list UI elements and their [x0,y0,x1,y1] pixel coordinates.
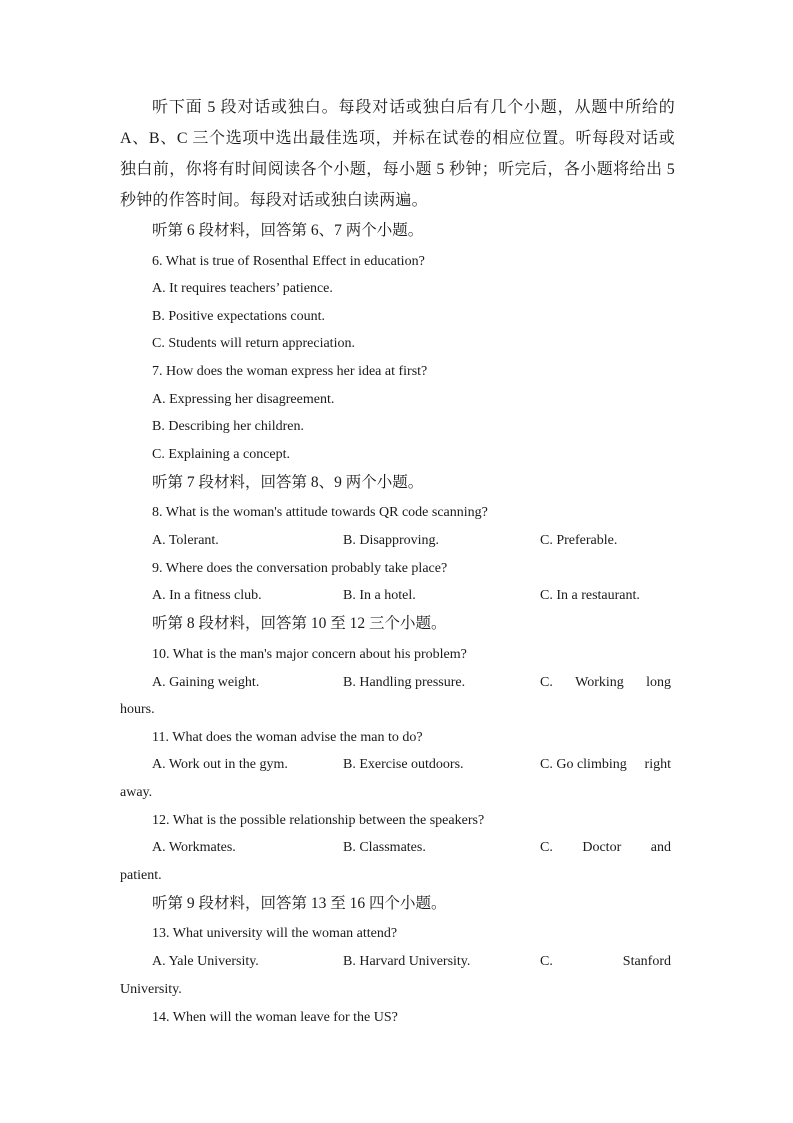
option-c-word: long [646,675,671,690]
question-10-stem: 10. What is the man's major concern about his problem? [152,647,467,662]
option-c-label: C. [540,840,553,855]
question-12-option-c [540,839,671,857]
question-9-option-c: C. In a restaurant. [540,588,640,603]
question-7-stem: 7. How does the woman express her idea at first? [152,364,428,379]
option-c-label: C. [540,954,553,969]
question-13-option-b: B. Harvard University. [343,954,471,969]
question-9-option-b: B. In a hotel. [343,588,416,603]
question-10-option-a: A. Gaining weight. [152,675,260,690]
question-6-option-b: B. Positive expectations count. [152,309,326,324]
option-c-word: right [644,757,671,772]
question-7-option-a: A. Expressing her disagreement. [152,392,335,407]
section-heading-9: 听第 9 段材料，回答第 13 至 16 四个小题。 [152,895,447,912]
question-11-option-c-continuation: away. [120,785,153,800]
question-8-option-a: A. Tolerant. [152,533,219,548]
question-6-option-c: C. Students will return appreciation. [152,336,355,351]
option-c-word: and [650,840,671,855]
section-heading-8: 听第 8 段材料，回答第 10 至 12 三个小题。 [152,615,447,632]
option-c-word: Stanford [622,954,671,969]
question-11-option-b: B. Exercise outdoors. [343,757,464,772]
question-6-option-a: A. It requires teachers’ patience. [152,281,333,296]
question-13-option-a: A. Yale University. [152,954,259,969]
question-9-stem: 9. Where does the conversation probably take place? [152,561,448,576]
question-12-stem: 12. What is the possible relationship between the speakers? [152,813,485,828]
listening-instructions: 听下面 5 段对话或独白。每段对话或独白后有几个小题，从题中所给的 A、B、C 三个选项中选出最佳选项，并标在试卷的相应位置。听每段对话或独白前，你将有时间阅读各个小题，每小题 5 秒钟；听完后，各小题将给出 5 秒钟的作答时间。每段对话或独白读两遍。 [120,99,675,209]
question-7-option-c: C. Explaining a concept. [152,447,291,462]
question-14-stem: 14. When will the woman leave for the US? [152,1010,398,1025]
option-c-word: Doctor [582,840,622,855]
question-12-option-c-continuation: patient. [120,868,162,883]
question-10-option-b: B. Handling pressure. [343,675,466,690]
question-12-option-a: A. Workmates. [152,840,236,855]
question-9-option-a: A. In a fitness club. [152,588,262,603]
question-8-option-c: C. Preferable. [540,533,618,548]
option-c-word: Working [575,675,624,690]
question-12-option-b: B. Classmates. [343,840,426,855]
question-6-stem: 6. What is true of Rosenthal Effect in education? [152,254,425,269]
section-heading-7: 听第 7 段材料，回答第 8、9 两个小题。 [152,474,424,491]
question-7-option-b: B. Describing her children. [152,419,305,434]
question-11-option-c [540,756,671,774]
section-heading-6: 听第 6 段材料，回答第 6、7 两个小题。 [152,222,424,239]
question-13-option-c [540,953,671,971]
question-11-stem: 11. What does the woman advise the man to do? [152,730,423,745]
question-10-option-c-continuation: hours. [120,702,155,717]
question-8-option-b: B. Disapproving. [343,533,440,548]
question-13-stem: 13. What university will the woman attend? [152,926,398,941]
question-10-option-c [540,674,671,692]
option-c-text: C. Go climbing [540,757,627,772]
question-11-option-a: A. Work out in the gym. [152,757,288,772]
question-13-option-c-continuation: University. [120,982,182,997]
question-8-stem: 8. What is the woman's attitude towards QR code scanning? [152,505,488,520]
option-c-label: C. [540,675,553,690]
